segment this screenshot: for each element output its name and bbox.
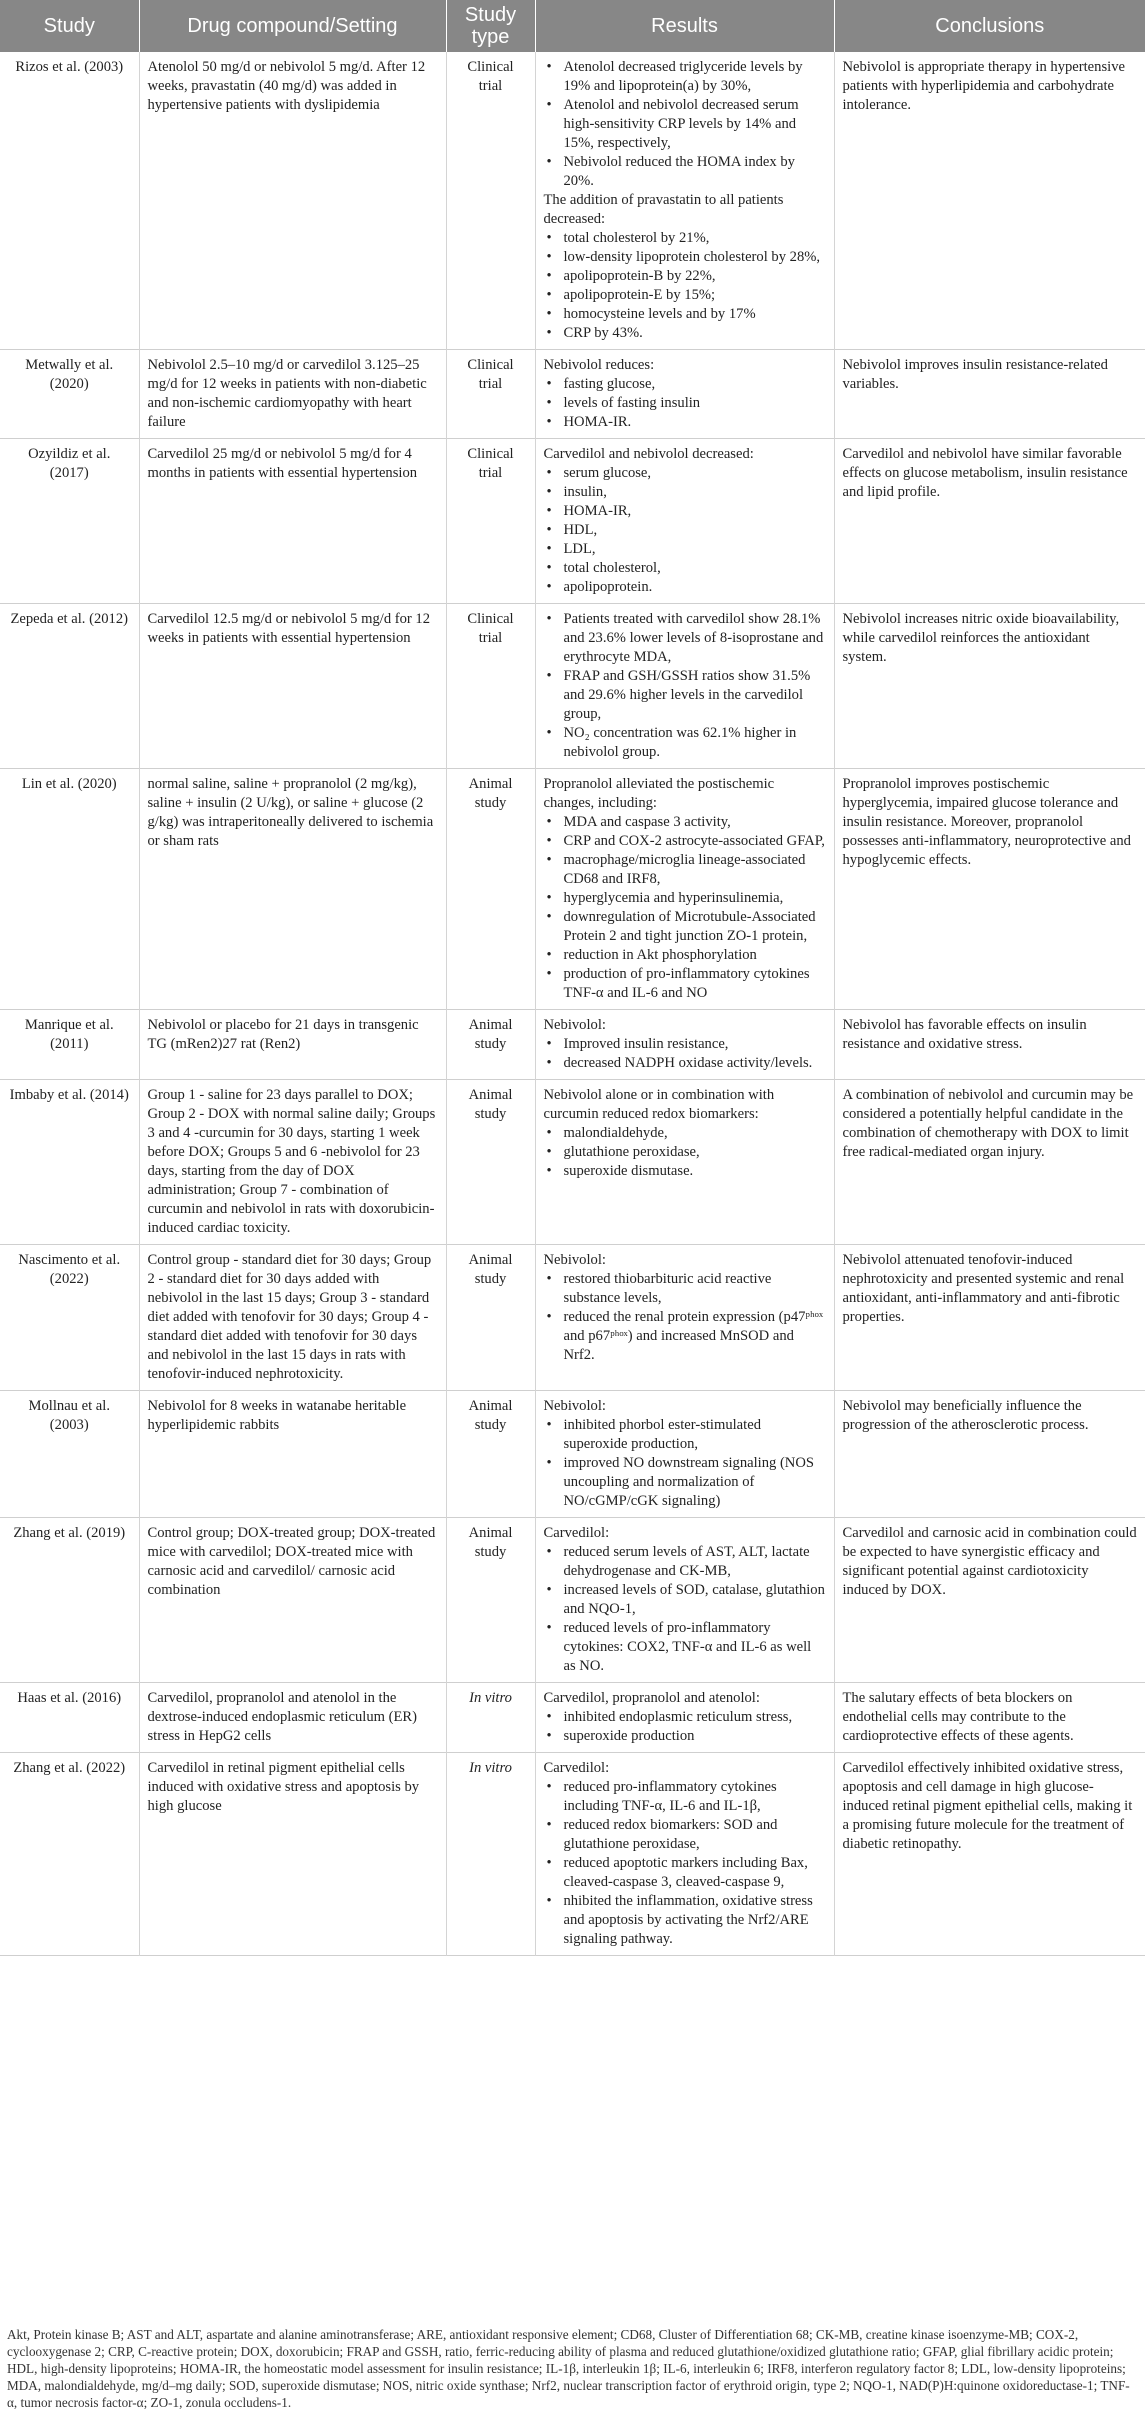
results-list-item: • low-density lipoprotein cholesterol by 28%,	[544, 248, 826, 267]
table-row	[0, 769, 1145, 1010]
study-type-cell: Clinical trial	[446, 350, 535, 439]
study-type-cell: Animal study	[446, 1391, 535, 1518]
conclusion-cell: Propranolol improves postischemic hyperglycemia, impaired glucose tolerance and insulin resistance. Moreover, propranolol possesses anti-inflammatory, neuroprotective and hypoglycemic effects.	[842, 776, 1131, 868]
results-cell	[535, 1245, 834, 1391]
table-row	[0, 1010, 1145, 1080]
results-list-item: • Patients treated with carvedilol show 28.1% and 23.6% lower levels of 8-isoprostane and erythrocyte MDA,	[544, 610, 826, 667]
table-row	[0, 52, 1145, 350]
results-cell	[535, 1010, 834, 1080]
results-list-item: • reduced apoptotic markers including Bax, cleaved-caspase 3, cleaved-caspase 9,	[544, 1854, 826, 1892]
results-list-item: • reduced serum levels of AST, ALT, lactate dehydrogenase and CK-MB,	[544, 1543, 826, 1581]
results-list	[544, 610, 826, 762]
study-type-cell: Clinical trial	[446, 439, 535, 604]
drug-cell: Carvedilol 12.5 mg/d or nebivolol 5 mg/d for 12 weeks in patients with essential hypertension	[139, 604, 446, 769]
results-list-item: • CRP and COX-2 astrocyte-associated GFAP,	[544, 832, 826, 851]
results-list	[544, 1543, 826, 1676]
results-list-item: • FRAP and GSH/GSSH ratios show 31.5% and 29.6% higher levels in the carvedilol group,	[544, 667, 826, 724]
conclusion-cell: Carvedilol effectively inhibited oxidative stress, apoptosis and cell damage in high glucose-induced retinal pigment epithelial cells, making it a promising future molecule for the treatment of diabetic retinopathy.	[842, 1760, 1133, 1852]
results-cell	[535, 1683, 834, 1753]
results-list-item: • Improved insulin resistance,	[544, 1035, 826, 1054]
study-type-cell: In vitro	[446, 1753, 535, 1956]
results-intro: The addition of pravastatin to all patients decreased:	[543, 192, 784, 227]
drug-cell: Control group; DOX-treated group; DOX-treated mice with carvedilol; DOX-treated mice with carnosic acid and carvedilol/ carnosic acid combination	[139, 1518, 446, 1683]
conclusion-cell: Nebivolol improves insulin resistance-related variables.	[842, 357, 1108, 392]
results-list-item: • glutathione peroxidase,	[544, 1143, 826, 1162]
study-cell: Lin et al. (2020)	[0, 769, 139, 1010]
table-row	[0, 604, 1145, 769]
study-type-cell: Animal study	[446, 1010, 535, 1080]
results-list	[544, 813, 826, 1003]
results-list-item: • MDA and caspase 3 activity,	[544, 813, 826, 832]
study-type-cell: In vitro	[446, 1683, 535, 1753]
results-list-item: • macrophage/microglia lineage-associated CD68 and IRF8,	[544, 851, 826, 889]
study-cell: Manrique et al. (2011)	[0, 1010, 139, 1080]
results-list-item: • LDL,	[544, 540, 826, 559]
results-list-item: • Atenolol decreased triglyceride levels by 19% and lipoprotein(a) by 30%,	[544, 58, 826, 96]
results-cell	[535, 1518, 834, 1683]
header-type: Study type	[446, 0, 535, 52]
results-list	[544, 1124, 826, 1181]
results-list-item: • reduction in Akt phosphorylation	[544, 946, 826, 965]
results-cell	[535, 1753, 834, 1956]
conclusion-cell: Nebivolol increases nitric oxide bioavailability, while carvedilol reinforces the antioxidant system.	[842, 611, 1120, 665]
results-list-item: • nhibited the inflammation, oxidative stress and apoptosis by activating the Nrf2/ARE signaling pathway.	[544, 1892, 826, 1949]
results-list-item: • reduced the renal protein expression (p47ᵖʰᵒˣ and p67ᵖʰᵒˣ) and increased MnSOD and Nrf2.	[544, 1308, 826, 1365]
results-intro: Nebivolol reduces:	[543, 357, 655, 373]
results-cell	[535, 1391, 834, 1518]
results-list-item: • malondialdehyde,	[544, 1124, 826, 1143]
study-cell: Mollnau et al. (2003)	[0, 1391, 139, 1518]
results-list-item: • HDL,	[544, 521, 826, 540]
study-type-cell: Animal study	[446, 1245, 535, 1391]
results-list-item: • insulin,	[544, 483, 826, 502]
results-intro: Propranolol alleviated the postischemic changes, including:	[543, 776, 775, 811]
study-type-cell: Animal study	[446, 1080, 535, 1245]
results-list-item: • hyperglycemia and hyperinsulinemia,	[544, 889, 826, 908]
header-drug: Drug compound/Setting	[139, 0, 446, 52]
results-list-item: • serum glucose,	[544, 464, 826, 483]
results-intro: Carvedilol:	[543, 1525, 610, 1541]
results-intro: Nebivolol:	[543, 1252, 606, 1268]
table-row	[0, 350, 1145, 439]
results-intro: Carvedilol:	[543, 1760, 610, 1776]
results-intro: Nebivolol:	[543, 1398, 606, 1414]
conclusion-cell: Carvedilol and carnosic acid in combination could be expected to have synergistic efficacy and significant potential against cardiotoxicity induced by DOX.	[842, 1525, 1137, 1598]
results-cell	[535, 52, 834, 350]
conclusion-cell: Nebivolol attenuated tenofovir-induced nephrotoxicity and presented systemic and renal antioxidant, anti-inflammatory and anti-fibrotic properties.	[842, 1252, 1125, 1325]
table-row	[0, 1518, 1145, 1683]
results-list-item: • restored thiobarbituric acid reactive substance levels,	[544, 1270, 826, 1308]
drug-cell: Nebivolol or placebo for 21 days in transgenic TG (mRen2)27 rat (Ren2)	[139, 1010, 446, 1080]
results-list-item: • inhibited endoplasmic reticulum stress,	[544, 1708, 826, 1727]
results-list-item: • reduced pro-inflammatory cytokines including TNF-α, IL-6 and IL-1β,	[544, 1778, 826, 1816]
results-list-item: • improved NO downstream signaling (NOS uncoupling and normalization of NO/cGMP/cGK signaling)	[544, 1454, 826, 1511]
study-cell: Haas et al. (2016)	[0, 1683, 139, 1753]
drug-cell: Carvedilol, propranolol and atenolol in the dextrose-induced endoplasmic reticulum (ER) stress in HepG2 cells	[139, 1683, 446, 1753]
study-cell: Zhang et al. (2019)	[0, 1518, 139, 1683]
results-list	[544, 1708, 826, 1746]
results-list-item: • inhibited phorbol ester-stimulated superoxide production,	[544, 1416, 826, 1454]
study-type-cell: Animal study	[446, 769, 535, 1010]
table-header	[0, 0, 1145, 52]
results-list	[544, 1416, 826, 1511]
results-list	[544, 1270, 826, 1365]
table-row	[0, 1080, 1145, 1245]
study-cell: Nascimento et al. (2022)	[0, 1245, 139, 1391]
results-list-item: • NO₂ concentration was 62.1% higher in nebivolol group.	[544, 724, 826, 762]
study-cell: Zhang et al. (2022)	[0, 1753, 139, 1956]
results-list-item: • reduced redox biomarkers: SOD and glutathione peroxidase,	[544, 1816, 826, 1854]
study-cell: Imbaby et al. (2014)	[0, 1080, 139, 1245]
drug-cell: Group 1 - saline for 23 days parallel to DOX; Group 2 - DOX with normal saline daily; Groups 3 and 4 -curcumin for 30 days, starting 1 week before DOX; Groups 5 and 6 -nebivolol for 23 days, starting from the day of DOX administration; Group 7 - combination of curcumin and nebivolol in rats with doxorubicin-induced cardiac toxicity.	[139, 1080, 446, 1245]
table-row	[0, 1245, 1145, 1391]
results-list-item: • HOMA-IR,	[544, 502, 826, 521]
results-list	[544, 1778, 826, 1949]
study-cell: Metwally et al. (2020)	[0, 350, 139, 439]
results-list-item: • apolipoprotein-B by 22%,	[544, 267, 826, 286]
results-intro: Carvedilol, propranolol and atenolol:	[543, 1690, 760, 1706]
conclusion-cell: Carvedilol and nebivolol have similar favorable effects on glucose metabolism, insulin resistance and lipid profile.	[842, 446, 1128, 500]
results-intro: Carvedilol and nebivolol decreased:	[543, 446, 754, 462]
results-cell	[535, 350, 834, 439]
results-list-item: • production of pro-inflammatory cytokines TNF-α and IL-6 and NO	[544, 965, 826, 1003]
drug-cell: Control group - standard diet for 30 days; Group 2 - standard diet for 30 days added with nebivolol in the last 15 days; Group 3 - standard diet added with tenofovir for 30 days; Group 4 - standard diet added with tenofovir for 30 days and nebivolol in the last 15 days in rats with tenofovir-induced nephrotoxicity.	[139, 1245, 446, 1391]
drug-cell: normal saline, saline + propranolol (2 mg/kg), saline + insulin (2 U/kg), or saline + glucose (2 g/kg) was intraperitoneally delivered to ischemia or sham rats	[139, 769, 446, 1010]
results-list-item: • fasting glucose,	[544, 375, 826, 394]
results-list-item: • superoxide dismutase.	[544, 1162, 826, 1181]
results-list	[544, 229, 826, 343]
study-cell: Ozyildiz et al. (2017)	[0, 439, 139, 604]
results-list-item: • total cholesterol,	[544, 559, 826, 578]
table-row	[0, 1753, 1145, 1956]
results-list-item: • total cholesterol by 21%,	[544, 229, 826, 248]
study-type-cell: Clinical trial	[446, 604, 535, 769]
header-study: Study	[0, 0, 139, 52]
results-list-item: • Atenolol and nebivolol decreased serum high-sensitivity CRP levels by 14% and 15%, respectively,	[544, 96, 826, 153]
conclusion-cell: Nebivolol may beneficially influence the progression of the atherosclerotic process.	[842, 1398, 1089, 1433]
results-cell	[535, 1080, 834, 1245]
study-cell: Rizos et al. (2003)	[0, 52, 139, 350]
results-list-item: • decreased NADPH oxidase activity/levels.	[544, 1054, 826, 1073]
results-cell	[535, 604, 834, 769]
table-row	[0, 1391, 1145, 1518]
results-list-item: • increased levels of SOD, catalase, glutathion and NQO-1,	[544, 1581, 826, 1619]
results-list	[544, 464, 826, 597]
drug-cell: Nebivolol for 8 weeks in watanabe heritable hyperlipidemic rabbits	[139, 1391, 446, 1518]
results-list-item: • HOMA-IR.	[544, 413, 826, 432]
results-list-item: • levels of fasting insulin	[544, 394, 826, 413]
results-list-item: • homocysteine levels and by 17%	[544, 305, 826, 324]
table-row	[0, 1683, 1145, 1753]
study-cell: Zepeda et al. (2012)	[0, 604, 139, 769]
results-list-item: • superoxide production	[544, 1727, 826, 1746]
results-list-item: • Nebivolol reduced the HOMA index by 20%.	[544, 153, 826, 191]
results-cell	[535, 769, 834, 1010]
conclusion-cell: A combination of nebivolol and curcumin may be considered a potentially helpful candidate in the combination of chemotherapy with DOX to limit free radical-mediated organ injury.	[842, 1087, 1134, 1160]
results-list	[544, 58, 826, 191]
conclusion-cell: Nebivolol has favorable effects on insulin resistance and oxidative stress.	[842, 1017, 1087, 1052]
results-list-item: • downregulation of Microtubule-Associated Protein 2 and tight junction ZO-1 protein,	[544, 908, 826, 946]
header-conclusions: Conclusions	[834, 0, 1145, 52]
results-list-item: • apolipoprotein.	[544, 578, 826, 597]
drug-cell: Carvedilol in retinal pigment epithelial cells induced with oxidative stress and apoptosis by high glucose	[139, 1753, 446, 1956]
drug-cell: Atenolol 50 mg/d or nebivolol 5 mg/d. After 12 weeks, pravastatin (40 mg/d) was added in hypertensive patients with dyslipidemia	[139, 52, 446, 350]
table-body	[0, 52, 1145, 1956]
results-cell	[535, 439, 834, 604]
drug-cell: Carvedilol 25 mg/d or nebivolol 5 mg/d for 4 months in patients with essential hypertension	[139, 439, 446, 604]
results-list-item: • reduced levels of pro-inflammatory cytokines: COX2, TNF-α and IL-6 as well as NO.	[544, 1619, 826, 1676]
table-row	[0, 439, 1145, 604]
conclusion-cell: The salutary effects of beta blockers on endothelial cells may contribute to the cardioprotective effects of these agents.	[842, 1690, 1074, 1744]
results-intro: Nebivolol:	[543, 1017, 606, 1033]
results-list	[544, 1035, 826, 1073]
table-footnote: Akt, Protein kinase B; AST and ALT, aspartate and alanine aminotransferase; ARE, antioxidant responsive element; CD68, Cluster of Differentiation 68; CK-MB, creatine kinase isoenzyme-MB; COX-2, cyclooxygenase 2; CRP, C-reactive protein; DOX, doxorubicin; FRAP and GSSH, ratio, ferric-reducing ability of plasma and reduced glutathione/oxidized glutathione ratio; GFAP, glial fibrillary acidic protein; HDL, high-density lipoproteins; HOMA-IR, the homeostatic model assessment for insulin resistance; IL-1β, interleukin 1β; IL-6, interleukin 6; IRF8, interferon regulatory factor 8; LDL, low-density lipoproteins; MDA, malondialdehyde, mg/d–mg daily; SOD, superoxide dismutase; NOS, nitric oxide synthase; Nrf2, nuclear transcription factor of erythroid origin, type 2; NQO-1, NAD(P)H:quinone oxidoreductase-1; TNF-α, tumor necrosis factor-α; ZO-1, zonula occludens-1.	[7, 2327, 1130, 2410]
study-type-cell: Animal study	[446, 1518, 535, 1683]
results-list	[544, 375, 826, 432]
conclusion-cell: Nebivolol is appropriate therapy in hypertensive patients with hyperlipidemia and carbohydrate intolerance.	[842, 59, 1125, 113]
drug-cell: Nebivolol 2.5–10 mg/d or carvedilol 3.125–25 mg/d for 12 weeks in patients with non-diabetic and non-ischemic cardiomyopathy with heart failure	[139, 350, 446, 439]
results-list-item: • apolipoprotein-E by 15%;	[544, 286, 826, 305]
results-intro: Nebivolol alone or in combination with curcumin reduced redox biomarkers:	[543, 1087, 775, 1122]
study-type-cell: Clinical trial	[446, 52, 535, 350]
results-list-item: • CRP by 43%.	[544, 324, 826, 343]
header-results: Results	[535, 0, 834, 52]
